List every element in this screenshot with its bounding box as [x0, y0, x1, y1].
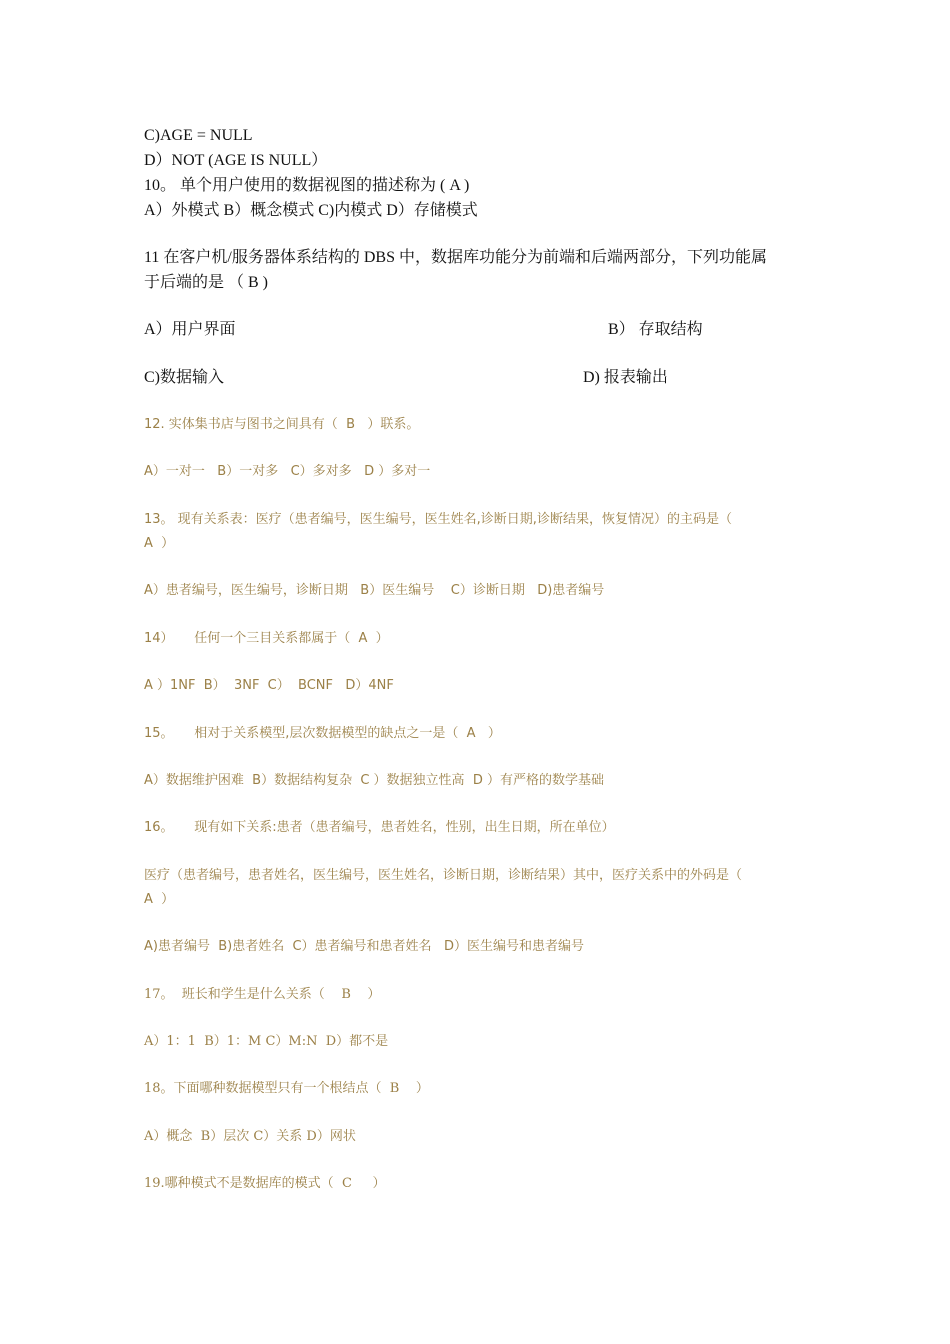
- question-15: 15。 相对于关系模型,层次数据模型的缺点之一是（ A ）: [144, 726, 501, 741]
- question-10: 10。 单个用户使用的数据视图的描述称为 ( A ): [144, 177, 470, 194]
- question-13-line-2: A ）: [144, 536, 175, 551]
- question-17-options: A）1：1 B）1：M C）M:N D）都不是: [144, 1034, 389, 1049]
- question-18: 18。下面哪种数据模型只有一个根结点（ B ）: [144, 1081, 429, 1096]
- question-16-line-2: 医疗（患者编号，患者姓名，医生编号，医生姓名，诊断日期，诊断结果）其中，医疗关系中的外码是（: [144, 868, 743, 883]
- question-11-option-a: A）用户界面: [144, 321, 236, 338]
- option-d-not-age-is-null: D）NOT (AGE IS NULL）: [144, 152, 328, 169]
- question-13-line-1: 13。 现有关系表：医疗（患者编号，医生编号，医生姓名,诊断日期,诊断结果，恢复情况）的主码是（: [144, 512, 732, 527]
- question-17: 17。 班长和学生是什么关系（ B ）: [144, 987, 381, 1002]
- question-14-options: A ）1NF B） 3NF C） BCNF D）4NF: [144, 678, 394, 693]
- question-16-line-3: A ）: [144, 892, 175, 907]
- option-c-age-null: C)AGE = NULL: [144, 127, 253, 144]
- question-16-options: A)患者编号 B)患者姓名 C）患者编号和患者姓名 D）医生编号和患者编号: [144, 939, 584, 954]
- question-19: 19.哪种模式不是数据库的模式（ C ）: [144, 1176, 386, 1191]
- question-18-options: A）概念 B）层次 C）关系 D）网状: [144, 1129, 356, 1144]
- question-10-options: A）外模式 B）概念模式 C)内模式 D）存储模式: [144, 202, 478, 219]
- question-11-option-d: D) 报表输出: [583, 369, 668, 386]
- question-11-line-1: 11 在客户机/服务器体系结构的 DBS 中，数据库功能分为前端和后端两部分，下列功能属: [144, 249, 767, 266]
- question-14: 14） 任何一个三目关系都属于（ A ）: [144, 631, 389, 646]
- question-15-options: A）数据维护困难 B）数据结构复杂 C ）数据独立性高 D ）有严格的数学基础: [144, 773, 604, 788]
- question-12: 12. 实体集书店与图书之间具有（ B ）联系。: [144, 417, 420, 432]
- question-11-option-c: C)数据输入: [144, 369, 225, 386]
- question-11-option-b: B） 存取结构: [608, 321, 703, 338]
- question-13-options: A）患者编号，医生编号，诊断日期 B）医生编号 C）诊断日期 D)患者编号: [144, 583, 605, 598]
- question-12-options: A）一对一 B）一对多 C）多对多 D ）多对一: [144, 464, 431, 479]
- question-11-line-2: 于后端的是 （ B ): [144, 274, 269, 291]
- question-16-line-1: 16。 现有如下关系:患者（患者编号，患者姓名，性别，出生日期，所在单位）: [144, 820, 615, 835]
